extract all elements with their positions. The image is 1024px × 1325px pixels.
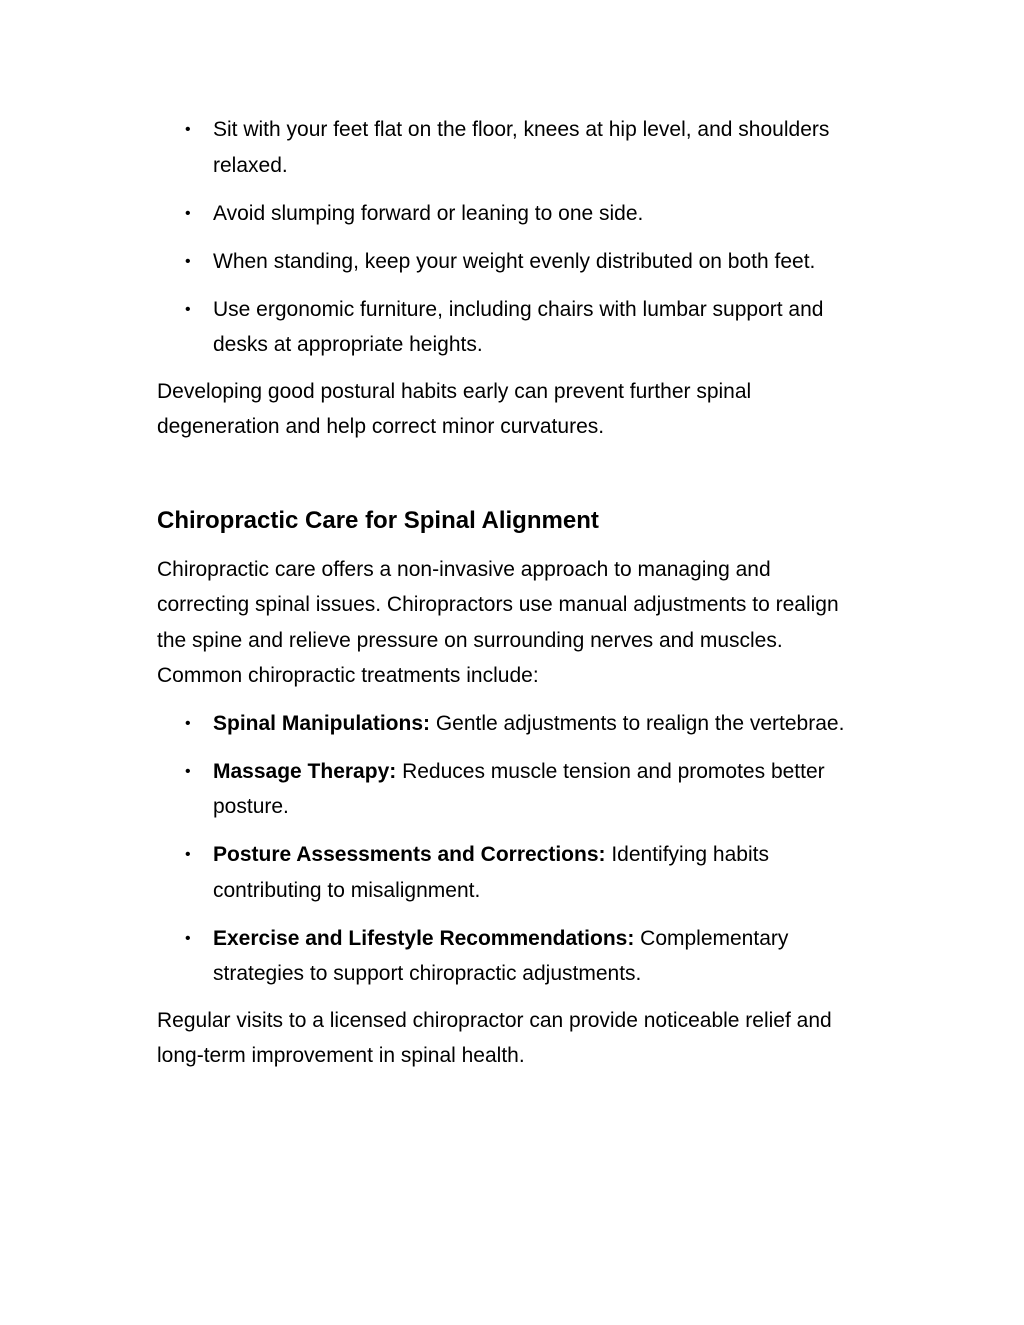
- treatment-description: Identifying habits contributing to misalignment.: [213, 843, 769, 902]
- list-item: [157, 921, 867, 992]
- list-item-text: Avoid slumping forward or leaning to one side.: [213, 201, 644, 225]
- list-item: [157, 837, 867, 908]
- treatment-description: Complementary strategies to support chiropractic adjustments.: [213, 926, 789, 985]
- bullet-icon: •: [185, 204, 191, 222]
- document-body: [157, 112, 867, 1086]
- posture-habits-paragraph: Developing good postural habits early can prevent further spinal degeneration and help correct minor curvatures.: [157, 379, 752, 438]
- list-item-text: Use ergonomic furniture, including chairs with lumbar support and desks at appropriate heights.: [213, 297, 824, 356]
- list-item: [157, 706, 867, 742]
- list-item-text: Sit with your feet flat on the floor, knees at hip level, and shoulders relaxed.: [213, 118, 830, 177]
- bullet-icon: •: [185, 121, 191, 138]
- bullet-icon: •: [185, 714, 191, 732]
- posture-tips-list: [157, 112, 867, 363]
- list-item: [157, 754, 867, 825]
- bullet-icon: •: [185, 300, 191, 318]
- treatment-description: Reduces muscle tension and promotes better posture.: [213, 759, 825, 818]
- treatment-name: Massage Therapy:: [213, 759, 397, 783]
- treatment-name: Posture Assessments and Corrections:: [213, 843, 606, 866]
- treatment-name: Exercise and Lifestyle Recommendations:: [213, 926, 635, 950]
- bullet-icon: •: [185, 846, 191, 863]
- treatment-description: Gentle adjustments to realign the vertebrae.: [430, 711, 845, 735]
- list-item: [157, 112, 867, 183]
- closing-paragraph: Regular visits to a licensed chiropractor can provide noticeable relief and long-term improvement in spinal health.: [157, 1008, 832, 1067]
- list-item: [157, 292, 867, 363]
- chiropractic-intro-paragraph: Chiropractic care offers a non-invasive approach to managing and correcting spinal issues. Chiropractors use manual adjustments to realign the spine and relieve pressure on surrounding nerves and muscles. Common chiropractic treatments include:: [157, 557, 839, 687]
- list-item: [157, 244, 867, 280]
- section-heading: Chiropractic Care for Spinal Alignment: [157, 506, 599, 534]
- list-item-text: When standing, keep your weight evenly distributed on both feet.: [213, 249, 816, 273]
- bullet-icon: •: [185, 929, 191, 947]
- bullet-icon: •: [185, 252, 191, 270]
- treatments-list: [157, 706, 867, 992]
- list-item: [157, 196, 867, 232]
- treatment-name: Spinal Manipulations:: [213, 711, 431, 735]
- bullet-icon: •: [185, 762, 191, 780]
